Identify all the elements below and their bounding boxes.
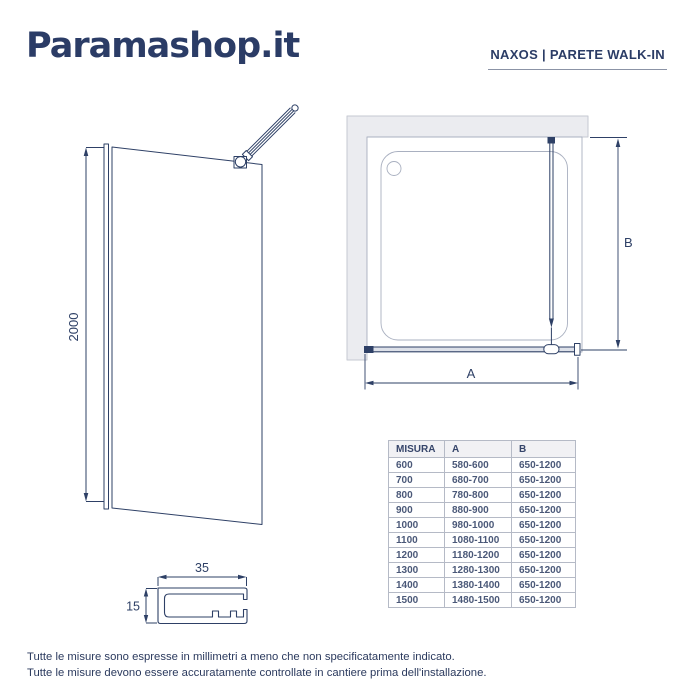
table-cell: 1300 — [389, 563, 445, 578]
product-title: NAXOS | PARETE WALK-IN — [488, 47, 667, 70]
table-cell: 700 — [389, 473, 445, 488]
brand-logo: Paramashop.it — [26, 26, 300, 66]
table-cell: 1480-1500 — [445, 593, 512, 608]
elevation-height-label: 2000 — [66, 312, 81, 342]
profile-height-label: 15 — [126, 599, 140, 614]
table-cell: 1280-1300 — [445, 563, 512, 578]
column-header-a: A — [445, 441, 512, 458]
dimension-b-label: B — [624, 235, 633, 250]
table-row — [389, 503, 576, 518]
table-row — [389, 488, 576, 503]
table-cell: 1000 — [389, 518, 445, 533]
elevation-view — [66, 103, 300, 525]
table-cell: 1100 — [389, 533, 445, 548]
profile-width-label: 35 — [195, 561, 209, 575]
table-row — [389, 548, 576, 563]
table-cell: 600 — [389, 458, 445, 473]
table-row — [389, 458, 576, 473]
profile-section — [126, 561, 247, 624]
table-cell: 780-800 — [445, 488, 512, 503]
table-cell: 1200 — [389, 548, 445, 563]
footer-note-line1: Tutte le misure sono espresse in millimetri a meno che non specificatamente indicato. — [27, 651, 455, 663]
dimension-a-label: A — [466, 366, 476, 381]
table-row — [389, 473, 576, 488]
table-cell: 680-700 — [445, 473, 512, 488]
table-cell: 650-1200 — [512, 548, 576, 563]
table-cell: 580-600 — [445, 458, 512, 473]
top-view — [347, 116, 633, 390]
table-cell: 1500 — [389, 593, 445, 608]
table-cell: 650-1200 — [512, 563, 576, 578]
table-cell: 1080-1100 — [445, 533, 512, 548]
table-row — [389, 533, 576, 548]
table-cell: 880-900 — [445, 503, 512, 518]
table-cell: 650-1200 — [512, 473, 576, 488]
table-cell: 650-1200 — [512, 533, 576, 548]
table-cell: 1400 — [389, 578, 445, 593]
column-header-b: B — [512, 441, 576, 458]
footer-note-line2: Tutte le misure devono essere accuratamente controllate in cantiere prima dell'installazione. — [27, 666, 487, 679]
size-table — [388, 440, 576, 608]
table-cell: 650-1200 — [512, 458, 576, 473]
table-cell: 650-1200 — [512, 518, 576, 533]
table-cell: 650-1200 — [512, 488, 576, 503]
footer-notes — [27, 650, 687, 681]
table-row — [389, 563, 576, 578]
table-row — [389, 593, 576, 608]
table-cell: 650-1200 — [512, 503, 576, 518]
table-cell: 1180-1200 — [445, 548, 512, 563]
table-cell: 650-1200 — [512, 593, 576, 608]
table-row — [389, 518, 576, 533]
table-cell: 650-1200 — [512, 578, 576, 593]
column-header-misura: MISURA — [389, 441, 445, 458]
table-cell: 900 — [389, 503, 445, 518]
table-cell: 1380-1400 — [445, 578, 512, 593]
table-cell: 980-1000 — [445, 518, 512, 533]
size-table-header-row — [389, 441, 576, 458]
table-cell: 800 — [389, 488, 445, 503]
table-row — [389, 578, 576, 593]
